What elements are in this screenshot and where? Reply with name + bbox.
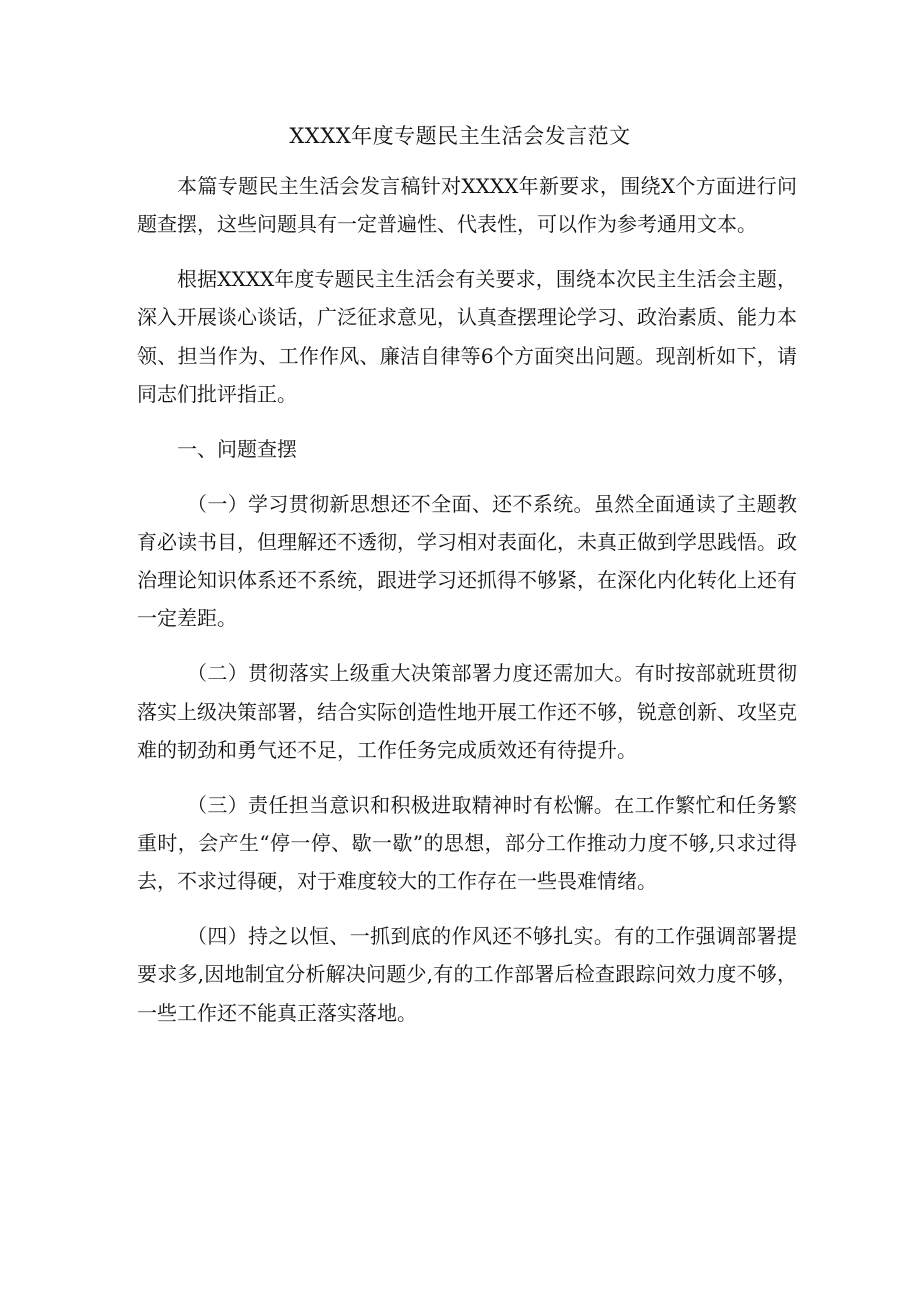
document-title: XXXX年度专题民主生活会发言范文 bbox=[289, 124, 631, 148]
issue-item-1: （一）学习贯彻新思想还不全面、还不系统。虽然全面通读了主题教育必读书目，但理解还不透彻，学习相对表面化，未真正做到学思践悟。政治理论知识体系还不系统，跟进学习还抓得不够紧，在深化内化转化上还有一定差距。 bbox=[137, 491, 797, 631]
issue-item-4: （四）持之以恒、一抓到底的作风还不够扎实。有的工作强调部署提要求多,因地制宜分析解决问题少,有的工作部署后检查跟踪问效力度不够，一些工作还不能真正落实落地。 bbox=[137, 924, 797, 1025]
context-paragraph: 根据XXXX年度专题民主生活会有关要求，围绕本次民主生活会主题，深入开展谈心谈话，广泛征求意见，认真查摆理论学习、政治素质、能力本领、担当作为、工作作风、廉洁自律等6个方面突出问题。现剖析如下，请同志们批评指正。 bbox=[137, 267, 797, 406]
document-body bbox=[137, 167, 797, 1048]
issue-item-2: （二）贯彻落实上级重大决策部署力度还需加大。有时按部就班贯彻落实上级决策部署，结合实际创造性地开展工作还不够，锐意创新、攻坚克难的韧劲和勇气还不足，工作任务完成质效还有待提升。 bbox=[137, 661, 797, 762]
intro-paragraph: 本篇专题民主生活会发言稿针对XXXX年新要求，围绕X个方面进行问题查摆，这些问题具有一定普遍性、代表性，可以作为参考通用文本。 bbox=[137, 174, 797, 237]
issue-item-3: （三）责任担当意识和积极进取精神时有松懈。在工作繁忙和任务繁重时，会产生“停一停、歇一歇”的思想，部分工作推动力度不够,只求过得去，不求过得硬，对于难度较大的工作存在一些畏难情绪。 bbox=[137, 792, 797, 894]
section-heading: 一、问题查摆 bbox=[177, 436, 297, 461]
